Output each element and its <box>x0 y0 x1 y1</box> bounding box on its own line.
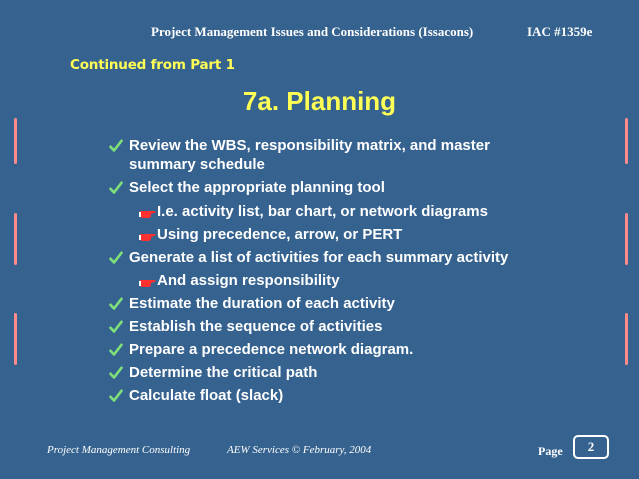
bullet-text: Select the appropriate planning tool <box>129 179 385 196</box>
slide-title: 7a. Planning <box>242 86 397 116</box>
pointing-hand-icon <box>139 229 156 241</box>
bullet-text: summary schedule <box>129 156 265 173</box>
check-icon <box>109 251 123 265</box>
sub-bullet-text: I.e. activity list, bar chart, or network diagrams <box>157 203 488 220</box>
check-icon <box>109 389 123 403</box>
footer-copyright: AEW Services © February, 2004 <box>227 444 372 456</box>
check-icon <box>109 297 123 311</box>
bullet-text: Determine the critical path <box>129 364 318 381</box>
check-icon <box>109 366 123 380</box>
bullet-text: Establish the sequence of activities <box>129 318 383 335</box>
header-code: IAC #1359e <box>527 24 593 39</box>
bullet-text: Prepare a precedence network diagram. <box>129 341 414 358</box>
pointing-hand-icon <box>139 206 156 218</box>
check-icon <box>109 181 123 195</box>
check-icon <box>109 139 123 153</box>
page-number: 2 <box>573 435 609 459</box>
footer-page-label: Page <box>538 444 563 458</box>
pointing-hand-icon <box>139 275 156 287</box>
check-icon <box>109 343 123 357</box>
header-title: Project Management Issues and Considerations (Issacons) <box>151 24 474 39</box>
bullet-text: Calculate float (slack) <box>129 387 284 404</box>
bullet-text: Generate a list of activities for each summary activity <box>129 249 509 266</box>
sub-bullet-text: Using precedence, arrow, or PERT <box>157 226 403 243</box>
check-icon <box>109 320 123 334</box>
continued-subtitle: Continued from Part 1 <box>70 57 235 73</box>
bullet-text: Estimate the duration of each activity <box>129 295 395 312</box>
sub-bullet-text: And assign responsibility <box>157 272 340 289</box>
bullet-text: Review the WBS, responsibility matrix, and master <box>129 137 490 154</box>
footer-company: Project Management Consulting <box>47 444 191 456</box>
